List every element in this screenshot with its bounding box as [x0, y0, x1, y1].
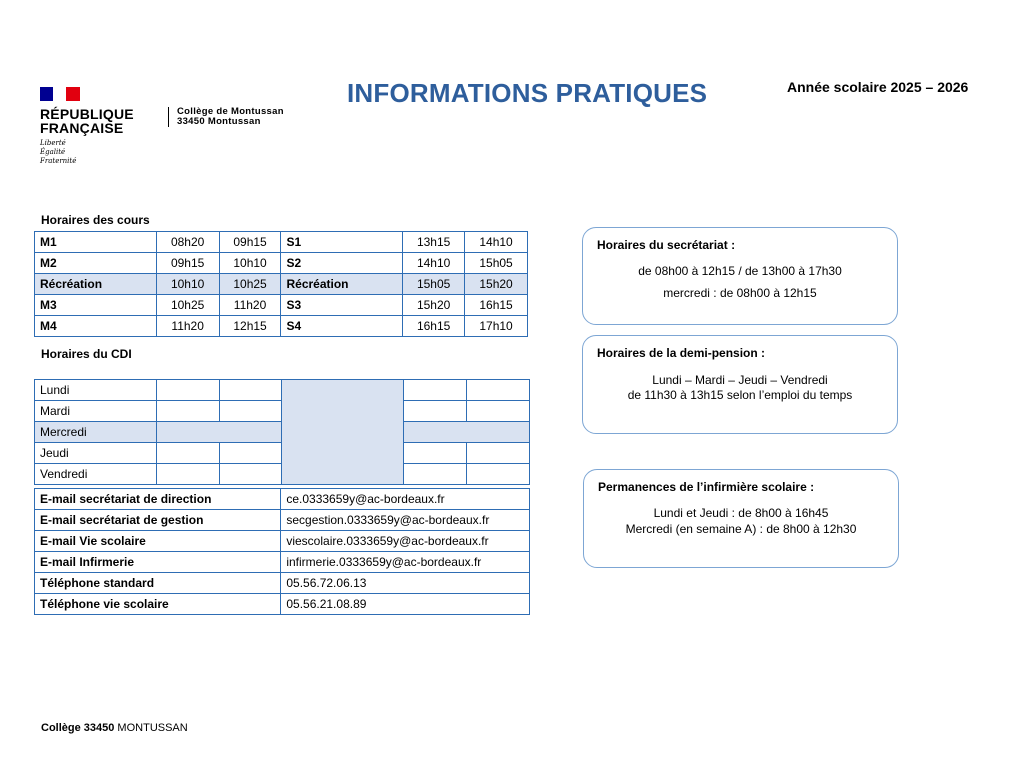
demi-pension-box	[582, 335, 898, 434]
cdi-cell	[219, 443, 281, 464]
college-address: 33450 Montussan	[177, 116, 261, 127]
contact-row	[35, 489, 530, 510]
course-row	[35, 274, 528, 295]
cdi-day: Mardi	[35, 401, 157, 422]
cdi-cell	[404, 380, 467, 401]
college-header	[168, 107, 284, 127]
course-start: 14h10	[403, 253, 465, 274]
cdi-cell	[404, 443, 467, 464]
course-end: 10h10	[219, 253, 281, 274]
contact-value: infirmerie.0333659y@ac-bordeaux.fr	[281, 552, 530, 573]
secretariat-line2: mercredi : de 08h00 à 12h15	[663, 286, 817, 300]
course-end: 15h20	[465, 274, 528, 295]
course-start: 10h25	[156, 295, 219, 316]
course-start: 11h20	[156, 316, 219, 337]
contact-label: Téléphone vie scolaire	[35, 594, 281, 615]
course-end: 16h15	[465, 295, 528, 316]
logo-motto: Liberté Égalité Fraternité	[40, 139, 77, 165]
course-start: 09h15	[156, 253, 219, 274]
demi-pension-title: Horaires de la demi-pension :	[597, 346, 766, 360]
courses-label: Horaires des cours	[41, 213, 150, 227]
course-end: 12h15	[219, 316, 281, 337]
course-end: 11h20	[219, 295, 281, 316]
cdi-afternoon-cell	[404, 422, 530, 443]
demi-pension-line2: de 11h30 à 13h15 selon l’emploi du temps	[627, 388, 853, 402]
demi-pension-line1: Lundi – Mardi – Jeudi – Vendredi	[652, 373, 828, 387]
footer-rest: MONTUSSAN	[114, 722, 188, 734]
course-period: S2	[281, 253, 403, 274]
cdi-cell	[404, 464, 467, 485]
cdi-cell	[467, 464, 530, 485]
course-start: 15h20	[403, 295, 465, 316]
cdi-cell	[404, 401, 467, 422]
infirmiere-line2: Mercredi (en semaine A) : de 8h00 à 12h30	[625, 522, 857, 536]
cdi-morning-cell	[156, 422, 281, 443]
cdi-cell	[219, 401, 281, 422]
infirmiere-box	[583, 469, 899, 568]
course-end: 10h25	[219, 274, 281, 295]
secretariat-title: Horaires du secrétariat :	[597, 238, 736, 252]
contact-value: viescolaire.0333659y@ac-bordeaux.fr	[281, 531, 530, 552]
cdi-cell	[156, 380, 219, 401]
contact-value: secgestion.0333659y@ac-bordeaux.fr	[281, 510, 530, 531]
infirmiere-line1: Lundi et Jeudi : de 8h00 à 16h45	[653, 506, 829, 520]
contacts-table	[34, 488, 530, 615]
cdi-midday-cell	[281, 380, 404, 485]
course-row	[35, 316, 528, 337]
contact-label: E-mail secrétariat de gestion	[35, 510, 281, 531]
infirmiere-title: Permanences de l’infirmière scolaire :	[598, 480, 815, 494]
logo-line1: RÉPUBLIQUE	[40, 106, 134, 122]
contact-row	[35, 552, 530, 573]
cdi-cell	[156, 464, 219, 485]
course-period: Récréation	[35, 274, 157, 295]
course-start: 16h15	[403, 316, 465, 337]
contact-value: 05.56.21.08.89	[281, 594, 530, 615]
cdi-day: Lundi	[35, 380, 157, 401]
contact-row	[35, 531, 530, 552]
course-start: 15h05	[403, 274, 465, 295]
college-name: Collège de Montussan	[177, 106, 284, 117]
footer-bold: Collège 33450	[41, 722, 115, 734]
page-title: INFORMATIONS PRATIQUES	[347, 78, 708, 108]
cdi-cell	[467, 380, 530, 401]
course-period: S1	[281, 232, 403, 253]
course-period: M3	[35, 295, 157, 316]
cdi-cell	[467, 401, 530, 422]
cdi-table	[34, 379, 530, 485]
cdi-cell	[467, 443, 530, 464]
course-end: 09h15	[219, 232, 281, 253]
course-period: S3	[281, 295, 403, 316]
course-period: M1	[35, 232, 157, 253]
course-period: M2	[35, 253, 157, 274]
course-start: 13h15	[403, 232, 465, 253]
course-end: 17h10	[465, 316, 528, 337]
cdi-day: Mercredi	[35, 422, 157, 443]
course-start: 10h10	[156, 274, 219, 295]
logo-line2: FRANÇAISE	[40, 120, 124, 136]
secretariat-line1: de 08h00 à 12h15 / de 13h00 à 17h30	[638, 264, 842, 278]
cdi-cell	[219, 464, 281, 485]
cdi-day: Vendredi	[35, 464, 157, 485]
courses-table	[34, 231, 528, 337]
course-period: M4	[35, 316, 157, 337]
course-period: S4	[281, 316, 403, 337]
french-flag-icon	[40, 87, 80, 101]
footer	[41, 722, 188, 734]
contact-row	[35, 573, 530, 594]
contact-row	[35, 594, 530, 615]
secretariat-box	[582, 227, 898, 325]
cdi-cell	[156, 401, 219, 422]
cdi-row	[35, 380, 530, 401]
cdi-day: Jeudi	[35, 443, 157, 464]
contact-value: 05.56.72.06.13	[281, 573, 530, 594]
school-year: Année scolaire 2025 – 2026	[787, 79, 969, 95]
contact-label: E-mail secrétariat de direction	[35, 489, 281, 510]
contact-label: E-mail Infirmerie	[35, 552, 281, 573]
contact-label: Téléphone standard	[35, 573, 281, 594]
contact-row	[35, 510, 530, 531]
course-end: 14h10	[465, 232, 528, 253]
course-end: 15h05	[465, 253, 528, 274]
contact-value: ce.0333659y@ac-bordeaux.fr	[281, 489, 530, 510]
cdi-cell	[156, 443, 219, 464]
course-row	[35, 253, 528, 274]
contact-label: E-mail Vie scolaire	[35, 531, 281, 552]
republique-francaise-logo	[40, 87, 180, 166]
course-row	[35, 295, 528, 316]
course-period: Récréation	[281, 274, 403, 295]
cdi-label: Horaires du CDI	[41, 347, 132, 361]
course-row	[35, 232, 528, 253]
cdi-cell	[219, 380, 281, 401]
course-start: 08h20	[156, 232, 219, 253]
